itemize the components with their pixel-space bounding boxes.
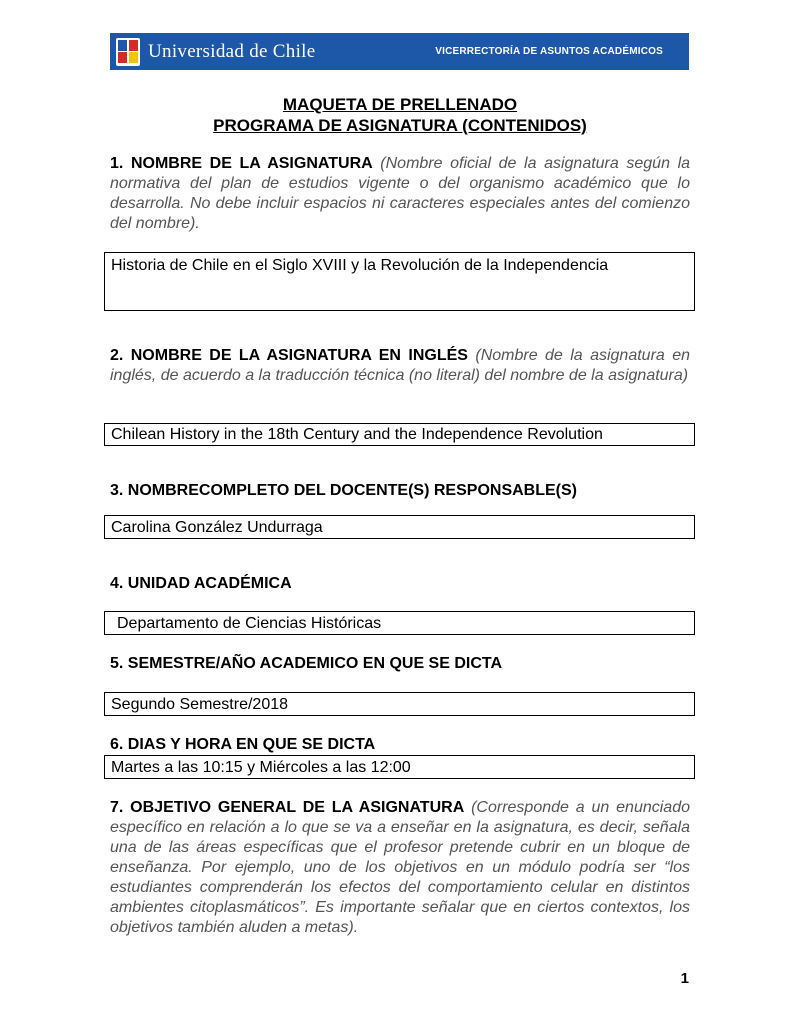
section-3-value-box: [104, 515, 695, 539]
section-2-title: 2. NOMBRE DE LA ASIGNATURA EN INGLÉS: [110, 347, 468, 364]
section-6-value: Martes a las 10:15 y Miércoles a las 12:00: [111, 759, 411, 776]
section-3-heading: [110, 481, 690, 501]
section-1-note: (Nombre oficial de la asignatura según la normativa del plan de estudios vigente o del organismo académico que lo desarrolla. No debe incluir espacios ni caracteres especiales antes del comienzo del nombre).: [110, 155, 691, 232]
document-title-line2: PROGRAMA DE ASIGNATURA (CONTENIDOS): [213, 116, 587, 135]
section-1-title: 1. NOMBRE DE LA ASIGNATURA: [110, 155, 373, 172]
section-6-value-box: [104, 755, 695, 779]
document-title-line1: MAQUETA DE PRELLENADO: [282, 95, 518, 114]
section-5-value: Segundo Semestre/2018: [111, 696, 289, 713]
section-5-value-box: [104, 692, 695, 716]
section-2-value-box: [104, 423, 695, 446]
section-6-title: 6. DIAS Y HORA EN QUE SE DICTA: [110, 736, 376, 753]
section-4-heading: [110, 574, 690, 594]
section-5-title: 5. SEMESTRE/AÑO ACADEMICO EN QUE SE DICTA: [110, 655, 503, 672]
vicerrectoria-label: VICERRECTORÍA DE ASUNTOS ACADÉMICOS: [435, 46, 663, 57]
university-crest-icon: [116, 38, 140, 66]
section-1-value-box: [104, 252, 695, 311]
section-4-value: Departamento de Ciencias Históricas: [117, 615, 382, 632]
section-4-title: 4. UNIDAD ACADÉMICA: [110, 575, 292, 592]
section-4-value-box: [104, 611, 695, 635]
section-5-heading: [110, 654, 690, 674]
section-7-title: 7. OBJETIVO GENERAL DE LA ASIGNATURA: [110, 799, 465, 816]
section-3-value: Carolina González Undurraga: [111, 519, 323, 536]
section-2-heading: [110, 346, 690, 386]
section-1-value: Historia de Chile en el Siglo XVIII y la Revolución de la Independencia: [111, 257, 609, 274]
header-banner: [110, 33, 689, 70]
section-3-title: 3. NOMBRECOMPLETO DEL DOCENTE(S) RESPONSABLE(S): [110, 482, 577, 499]
university-name: Universidad de Chile: [148, 40, 316, 62]
page-number: 1: [680, 970, 689, 987]
section-2-note: (Nombre de la asignatura en inglés, de acuerdo a la traducción técnica (no literal) del nombre de la asignatura): [110, 347, 691, 384]
section-2-value: Chilean History in the 18th Century and the Independence Revolution: [111, 426, 603, 443]
section-7-heading: [110, 798, 690, 938]
section-6-heading: [110, 735, 690, 755]
section-1-heading: [110, 154, 690, 234]
section-7-note: (Corresponde a un enunciado específico en relación a lo que se va a enseñar en la asignatura, es decir, señala una de las áreas específicas que el profesor pretende cubrir en un bloque de enseñanza. Por ejemplo, uno de los objetivos en un módulo podría ser “los estudiantes comprenderán los efectos del comportamiento celular en distintos ambientes citoplasmáticos”. Es importante señalar que en ciertos contextos, los objetivos también aluden a metas).: [110, 799, 690, 936]
